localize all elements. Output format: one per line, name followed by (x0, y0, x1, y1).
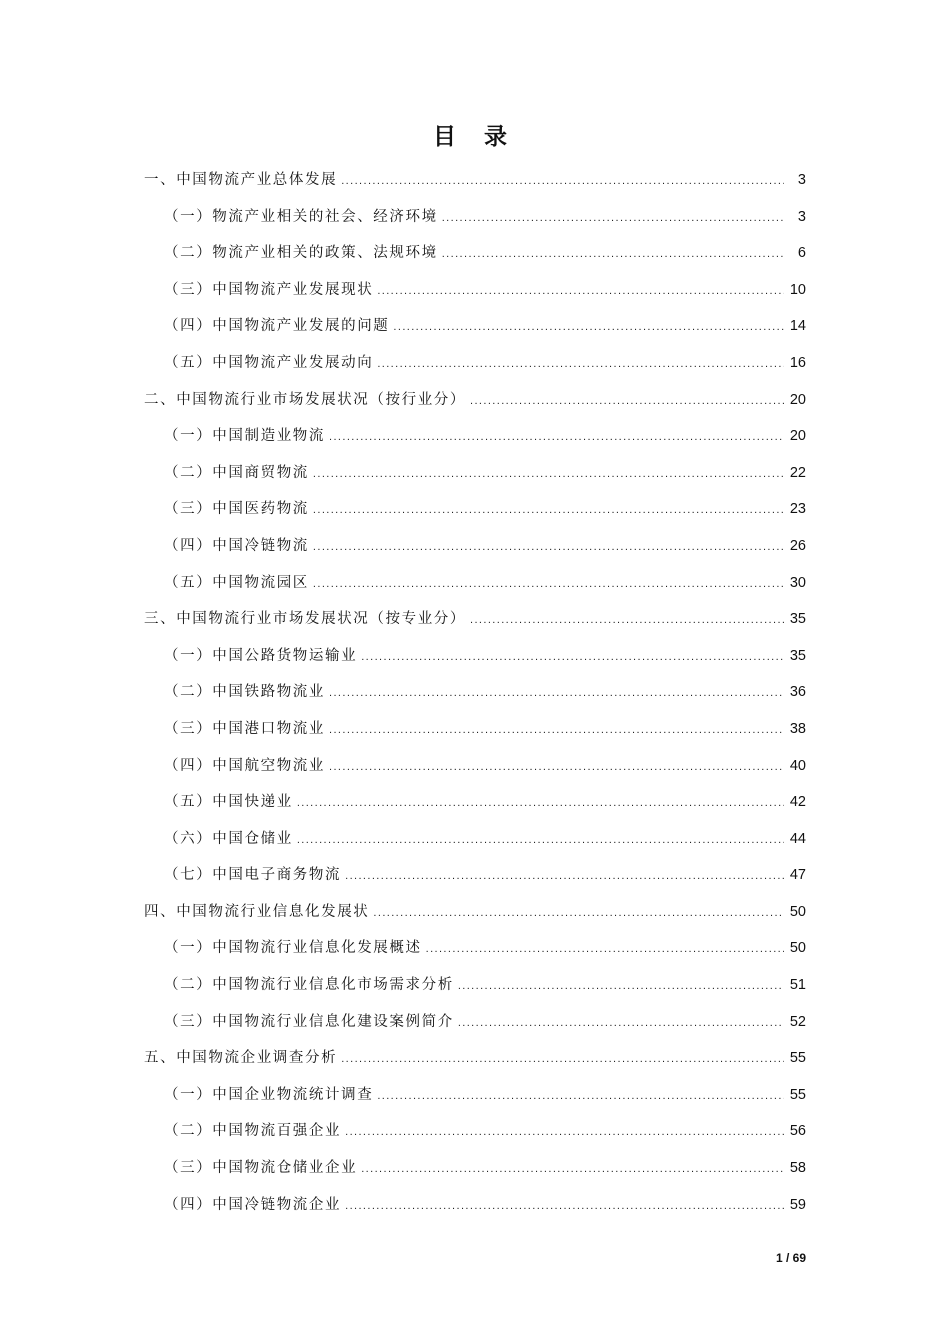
toc-dot-leader (361, 1151, 784, 1188)
toc-entry-label: （六）中国仓储业 (164, 830, 293, 847)
toc-entry-label: 三、中国物流行业市场发展状况（按专业分） (144, 611, 466, 628)
toc-dot-leader (329, 419, 784, 456)
toc-section-entry[interactable] (144, 308, 806, 345)
toc-entry-page: 20 (789, 391, 806, 408)
toc-entry-label: （一）中国物流行业信息化发展概述 (164, 940, 422, 957)
toc-dot-leader (341, 163, 784, 200)
toc-entry-label: （一）中国企业物流统计调查 (164, 1086, 374, 1103)
toc-dot-leader (345, 858, 784, 895)
toc-section-entry[interactable] (144, 784, 806, 821)
toc-entry-page: 59 (789, 1196, 806, 1213)
toc-dot-leader (341, 1041, 784, 1078)
toc-section-entry[interactable] (144, 199, 806, 236)
toc-entry-page: 16 (789, 354, 806, 371)
toc-entry-page: 40 (789, 757, 806, 774)
toc-dot-leader (313, 492, 784, 529)
toc-entry-page: 38 (789, 720, 806, 737)
toc-entry-page: 52 (789, 1013, 806, 1030)
toc-entry-page: 3 (797, 172, 806, 188)
toc-section-entry[interactable] (144, 235, 806, 272)
toc-entry-label: （二）物流产业相关的政策、法规环境 (164, 245, 438, 262)
toc-section-entry[interactable] (144, 1077, 806, 1114)
toc-entry-label: （三）中国物流产业发展现状 (164, 281, 374, 298)
toc-dot-leader (426, 931, 784, 968)
toc-dot-leader (458, 1005, 784, 1042)
toc-dot-leader (458, 968, 784, 1005)
toc-dot-leader (297, 785, 784, 822)
toc-section-entry[interactable] (144, 967, 806, 1004)
toc-dot-leader (377, 1078, 784, 1115)
toc-dot-leader (297, 822, 784, 859)
toc-entry-label: （一）物流产业相关的社会、经济环境 (164, 208, 438, 225)
toc-entry-page: 50 (789, 903, 806, 920)
toc-entry-label: （三）中国物流仓储业企业 (164, 1160, 358, 1177)
toc-dot-leader (442, 236, 784, 273)
toc-section-entry[interactable] (144, 528, 806, 565)
toc-section-entry[interactable] (144, 1113, 806, 1150)
toc-section-entry[interactable] (144, 1150, 806, 1187)
toc-entry-page: 22 (789, 464, 806, 481)
toc-section-entry[interactable] (144, 930, 806, 967)
toc-entry-label: （二）中国商贸物流 (164, 464, 309, 481)
toc-dot-leader (329, 675, 784, 712)
toc-dot-leader (393, 309, 784, 346)
toc-chapter-entry[interactable] (144, 382, 806, 419)
toc-dot-leader (313, 456, 784, 493)
toc-entry-page: 6 (797, 245, 806, 262)
toc-dot-leader (329, 749, 784, 786)
page-number: 1 / 69 (775, 1251, 806, 1265)
toc-dot-leader (442, 200, 784, 237)
toc-entry-page: 3 (797, 208, 806, 225)
toc-entry-page: 51 (789, 977, 806, 994)
toc-entry-label: （七）中国电子商务物流 (164, 867, 342, 884)
toc-entry-label: 一、中国物流产业总体发展 (144, 172, 338, 188)
toc-dot-leader (345, 1114, 784, 1151)
toc-entry-label: （二）中国物流百强企业 (164, 1123, 342, 1140)
toc-entry-page: 55 (789, 1050, 806, 1067)
toc-section-entry[interactable] (144, 455, 806, 492)
toc-entry-label: （一）中国公路货物运输业 (164, 647, 358, 664)
toc-entry-page: 42 (789, 794, 806, 811)
toc-entry-label: （二）中国物流行业信息化市场需求分析 (164, 977, 454, 994)
toc-entry-label: （四）中国航空物流业 (164, 757, 325, 774)
toc-entry-label: （三）中国港口物流业 (164, 720, 325, 737)
toc-entry-label: 四、中国物流行业信息化发展状 (144, 903, 370, 920)
table-of-contents (144, 162, 806, 1223)
toc-chapter-entry[interactable] (144, 162, 806, 199)
toc-entry-label: （五）中国快递业 (164, 794, 293, 811)
toc-dot-leader (377, 273, 784, 310)
toc-entry-label: （四）中国物流产业发展的问题 (164, 318, 390, 335)
toc-section-entry[interactable] (144, 748, 806, 785)
toc-section-entry[interactable] (144, 418, 806, 455)
toc-dot-leader (373, 895, 784, 932)
toc-section-entry[interactable] (144, 1187, 806, 1224)
toc-entry-label: 五、中国物流企业调查分析 (144, 1050, 338, 1067)
toc-entry-label: （三）中国物流行业信息化建设案例简介 (164, 1013, 454, 1030)
toc-dot-leader (329, 712, 784, 749)
toc-section-entry[interactable] (144, 638, 806, 675)
toc-section-entry[interactable] (144, 272, 806, 309)
toc-dot-leader (470, 383, 784, 420)
toc-section-entry[interactable] (144, 857, 806, 894)
toc-section-entry[interactable] (144, 711, 806, 748)
toc-section-entry[interactable] (144, 565, 806, 602)
toc-entry-label: （四）中国冷链物流企业 (164, 1196, 342, 1213)
toc-entry-page: 30 (789, 574, 806, 591)
toc-chapter-entry[interactable] (144, 894, 806, 931)
toc-entry-page: 35 (789, 647, 806, 664)
toc-entry-page: 10 (789, 281, 806, 298)
toc-section-entry[interactable] (144, 821, 806, 858)
toc-entry-page: 56 (789, 1123, 806, 1140)
toc-entry-label: （五）中国物流产业发展动向 (164, 354, 374, 371)
toc-dot-leader (313, 566, 784, 603)
toc-title: 目 录 (432, 124, 517, 150)
toc-entry-label: 二、中国物流行业市场发展状况（按行业分） (144, 391, 466, 408)
toc-entry-page: 47 (789, 867, 806, 884)
toc-entry-page: 23 (789, 501, 806, 518)
toc-entry-page: 14 (789, 318, 806, 335)
toc-entry-label: （二）中国铁路物流业 (164, 684, 325, 701)
toc-section-entry[interactable] (144, 345, 806, 382)
toc-entry-page: 20 (789, 428, 806, 445)
toc-section-entry[interactable] (144, 674, 806, 711)
toc-entry-label: （四）中国冷链物流 (164, 537, 309, 554)
toc-entry-page: 55 (789, 1086, 806, 1103)
toc-entry-label: （三）中国医药物流 (164, 501, 309, 518)
toc-entry-page: 44 (789, 830, 806, 847)
toc-chapter-entry[interactable] (144, 1040, 806, 1077)
toc-entry-page: 58 (789, 1160, 806, 1177)
toc-dot-leader (345, 1188, 784, 1225)
toc-dot-leader (470, 602, 784, 639)
toc-entry-label: （一）中国制造业物流 (164, 428, 325, 445)
toc-entry-page: 50 (789, 940, 806, 957)
toc-section-entry[interactable] (144, 1004, 806, 1041)
toc-dot-leader (377, 346, 784, 383)
toc-section-entry[interactable] (144, 491, 806, 528)
toc-entry-page: 36 (789, 684, 806, 701)
toc-entry-page: 26 (789, 537, 806, 554)
toc-entry-page: 35 (789, 611, 806, 628)
toc-dot-leader (313, 529, 784, 566)
toc-entry-label: （五）中国物流园区 (164, 574, 309, 591)
toc-chapter-entry[interactable] (144, 601, 806, 638)
toc-dot-leader (361, 639, 784, 676)
